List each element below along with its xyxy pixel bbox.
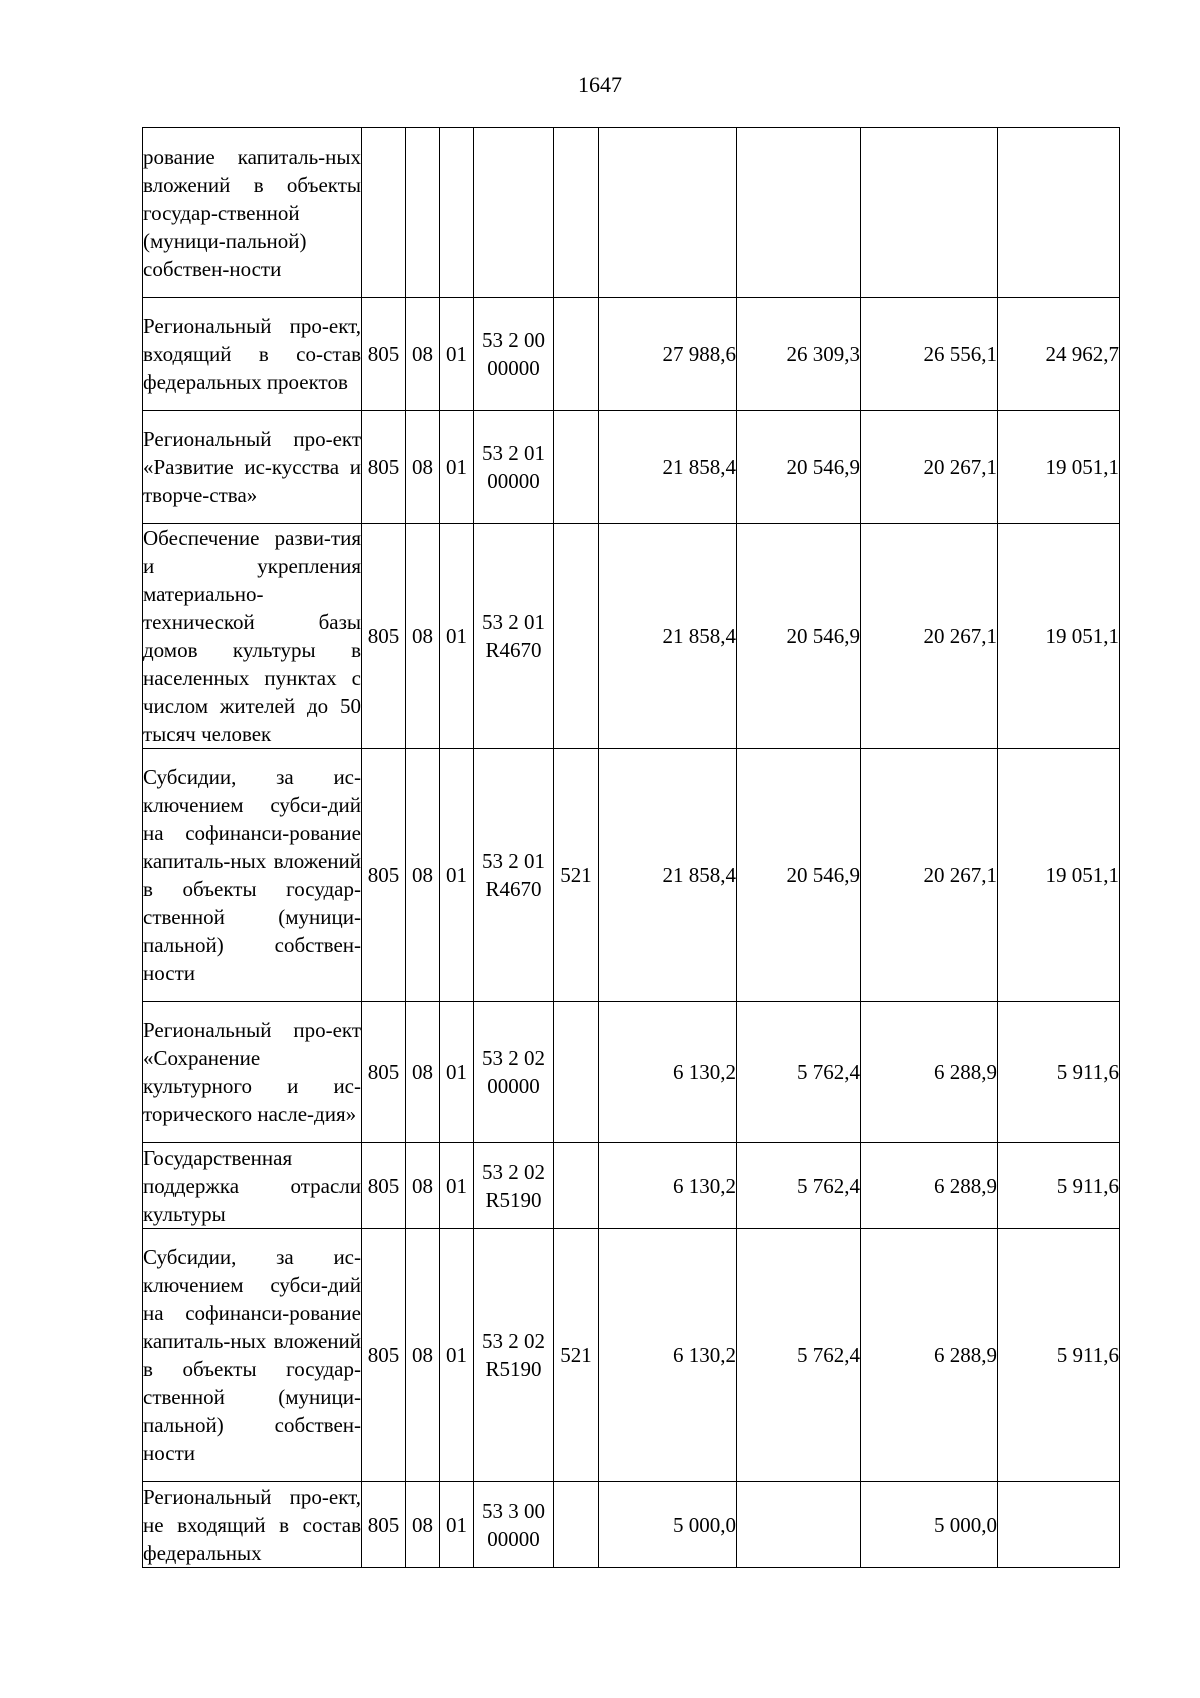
amount-cell-4: 19 051,1 [998,524,1120,749]
admin-code-cell: 805 [362,1229,406,1482]
amount-cell-2: 5 762,4 [737,1002,861,1143]
expense-type-cell [554,411,599,524]
admin-code-cell: 805 [362,298,406,411]
table-row [143,524,1120,749]
section-code-cell: 08 [406,749,440,1002]
admin-code-cell: 805 [362,411,406,524]
amount-cell-3: 6 288,9 [861,1002,998,1143]
row-name-cell: Региональный про-ект «Сохранение культурного и ис-торического насле-дия» [143,1002,362,1143]
amount-cell-3: 26 556,1 [861,298,998,411]
subsection-code-cell: 01 [440,411,474,524]
subsection-code-cell [440,128,474,298]
amount-cell-4: 19 051,1 [998,411,1120,524]
amount-cell-3 [861,128,998,298]
amount-cell-4 [998,1482,1120,1568]
subsection-code-cell: 01 [440,749,474,1002]
amount-cell-2: 26 309,3 [737,298,861,411]
expense-type-cell [554,524,599,749]
table-row [143,749,1120,1002]
amount-cell-4: 5 911,6 [998,1229,1120,1482]
amount-cell-1: 6 130,2 [599,1002,737,1143]
expense-type-cell [554,128,599,298]
section-code-cell: 08 [406,524,440,749]
amount-cell-1: 6 130,2 [599,1143,737,1229]
amount-cell-2: 20 546,9 [737,411,861,524]
amount-cell-1: 6 130,2 [599,1229,737,1482]
page-number: 1647 [578,72,622,97]
target-article-cell: 53 2 02 00000 [474,1002,554,1143]
row-name-cell: Региональный про-ект, входящий в со-став федеральных проектов [143,298,362,411]
section-code-cell: 08 [406,411,440,524]
admin-code-cell [362,128,406,298]
admin-code-cell: 805 [362,749,406,1002]
section-code-cell: 08 [406,1143,440,1229]
row-name-cell: Региональный про-ект, не входящий в состав федеральных [143,1482,362,1568]
target-article-cell: 53 3 00 00000 [474,1482,554,1568]
table-row [143,1143,1120,1229]
target-article-cell: 53 2 00 00000 [474,298,554,411]
amount-cell-4 [998,128,1120,298]
amount-cell-2: 5 762,4 [737,1143,861,1229]
amount-cell-3: 5 000,0 [861,1482,998,1568]
row-name-cell: рование капиталь-ных вложений в объекты государ-ственной (муници-пальной) собствен-ности [143,128,362,298]
subsection-code-cell: 01 [440,1002,474,1143]
amount-cell-2 [737,128,861,298]
table-row [143,411,1120,524]
target-article-cell: 53 2 02 R5190 [474,1143,554,1229]
target-article-cell [474,128,554,298]
subsection-code-cell: 01 [440,1143,474,1229]
table-row [143,298,1120,411]
expense-type-cell: 521 [554,1229,599,1482]
section-code-cell: 08 [406,1229,440,1482]
subsection-code-cell: 01 [440,524,474,749]
amount-cell-1: 27 988,6 [599,298,737,411]
amount-cell-1 [599,128,737,298]
amount-cell-3: 20 267,1 [861,411,998,524]
amount-cell-2 [737,1482,861,1568]
table-row [143,1229,1120,1482]
row-name-cell: Региональный про-ект «Развитие ис-кусства и творче-ства» [143,411,362,524]
amount-cell-4: 19 051,1 [998,749,1120,1002]
amount-cell-3: 6 288,9 [861,1229,998,1482]
amount-cell-3: 6 288,9 [861,1143,998,1229]
amount-cell-1: 21 858,4 [599,411,737,524]
amount-cell-4: 5 911,6 [998,1002,1120,1143]
subsection-code-cell: 01 [440,1482,474,1568]
target-article-cell: 53 2 01 R4670 [474,524,554,749]
expense-type-cell: 521 [554,749,599,1002]
expense-type-cell [554,1002,599,1143]
row-name-cell: Обеспечение разви-тия и укрепления материально-технической базы домов культуры в населенных пунктах с числом жителей до 50 тысяч человек [143,524,362,749]
section-code-cell: 08 [406,1002,440,1143]
row-name-cell: Субсидии, за ис-ключением субси-дий на софинанси-рование капиталь-ных вложений в объекты государ-ственной (муници-пальной) собствен-ности [143,749,362,1002]
amount-cell-2: 20 546,9 [737,749,861,1002]
amount-cell-3: 20 267,1 [861,749,998,1002]
subsection-code-cell: 01 [440,298,474,411]
table-row [143,1482,1120,1568]
amount-cell-1: 21 858,4 [599,524,737,749]
expense-type-cell [554,1482,599,1568]
budget-table [142,127,1120,1568]
target-article-cell: 53 2 01 00000 [474,411,554,524]
section-code-cell: 08 [406,298,440,411]
section-code-cell: 08 [406,1482,440,1568]
table-row [143,128,1120,298]
amount-cell-1: 5 000,0 [599,1482,737,1568]
amount-cell-3: 20 267,1 [861,524,998,749]
admin-code-cell: 805 [362,1482,406,1568]
target-article-cell: 53 2 01 R4670 [474,749,554,1002]
subsection-code-cell: 01 [440,1229,474,1482]
expense-type-cell [554,1143,599,1229]
amount-cell-1: 21 858,4 [599,749,737,1002]
amount-cell-4: 5 911,6 [998,1143,1120,1229]
target-article-cell: 53 2 02 R5190 [474,1229,554,1482]
amount-cell-2: 5 762,4 [737,1229,861,1482]
admin-code-cell: 805 [362,524,406,749]
table-row [143,1002,1120,1143]
admin-code-cell: 805 [362,1143,406,1229]
row-name-cell: Субсидии, за ис-ключением субси-дий на софинанси-рование капиталь-ных вложений в объекты государ-ственной (муници-пальной) собствен-ности [143,1229,362,1482]
row-name-cell: Государственная поддержка отрасли культуры [143,1143,362,1229]
expense-type-cell [554,298,599,411]
admin-code-cell: 805 [362,1002,406,1143]
section-code-cell [406,128,440,298]
amount-cell-4: 24 962,7 [998,298,1120,411]
amount-cell-2: 20 546,9 [737,524,861,749]
